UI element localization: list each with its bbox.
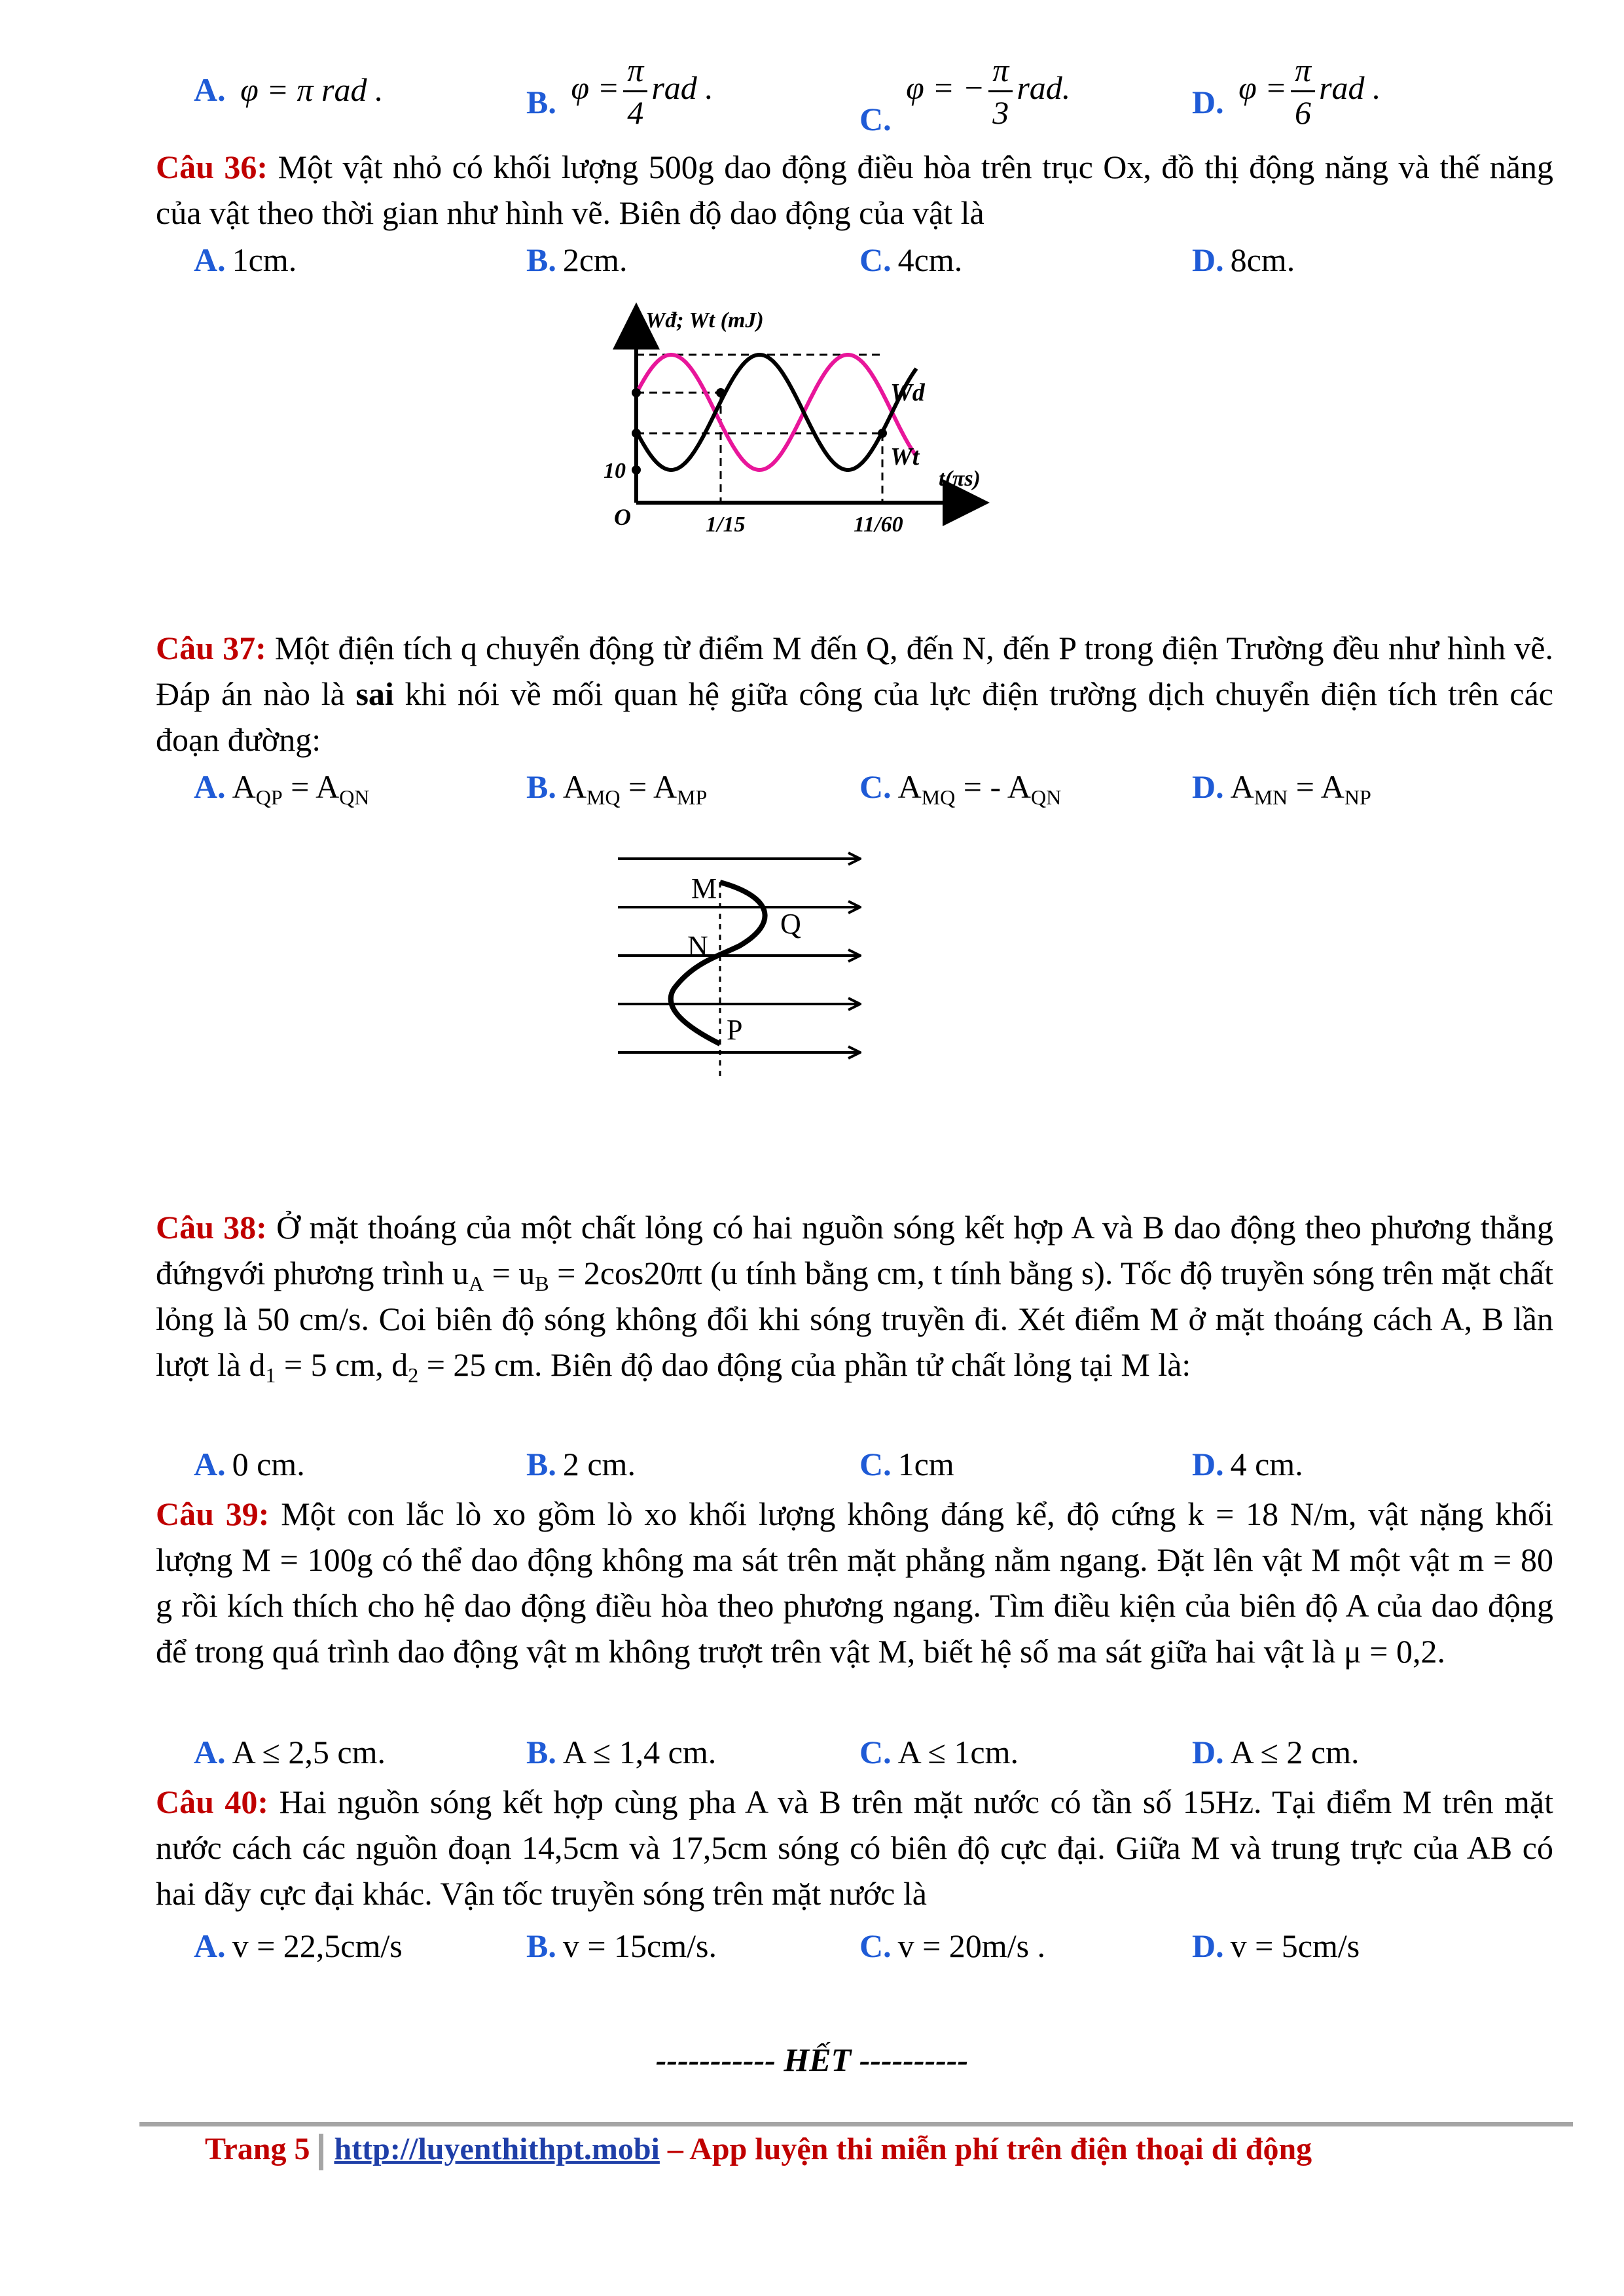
footer-divider — [139, 2122, 1573, 2126]
option-post: rad . — [1319, 69, 1381, 106]
point-m-label: M — [691, 872, 717, 905]
question-label: Câu 36: — [156, 149, 268, 185]
q37-option-b[interactable] — [526, 764, 707, 810]
option-text: A — [562, 768, 586, 805]
option-label: A. — [194, 1928, 226, 1964]
q37-option-a[interactable] — [194, 764, 369, 810]
subscript: 1 — [265, 1363, 276, 1387]
option-label: A. — [194, 1446, 226, 1482]
option-text: = A — [1288, 768, 1344, 805]
option-label: D. — [1192, 83, 1224, 120]
option-text: = - A — [955, 768, 1031, 805]
question-text: Hai nguồn sóng kết hợp cùng pha A và B trên mặt nước có tần số 15Hz. Tại điểm M trên mặt nước cách các nguồn đoạn 14,5cm và 17,5cm sóng có biên độ cực đại. Giữa M và trung trực của AB có hai dãy cực đại khác. Vận tốc truyền sóng trên mặt nước là — [156, 1784, 1554, 1912]
q37-option-c[interactable] — [859, 764, 1061, 810]
option-label: A. — [194, 768, 226, 805]
option-text: 1cm. — [232, 242, 297, 278]
option-text: A — [232, 768, 256, 805]
q35-option-d[interactable] — [1192, 54, 1381, 129]
q37-options — [156, 764, 1553, 811]
data-point — [878, 429, 887, 438]
option-label: C. — [859, 242, 892, 278]
fraction — [1291, 54, 1315, 129]
option-text: φ = π rad . — [240, 71, 384, 108]
question-text: = 5 cm, d — [276, 1346, 408, 1383]
subscript: A — [468, 1272, 484, 1295]
question-39 — [156, 1491, 1553, 1674]
option-label: D. — [1192, 1446, 1224, 1482]
wd-label: Wd — [890, 379, 925, 406]
option-label: C. — [859, 768, 892, 805]
question-label: Câu 38: — [156, 1209, 267, 1246]
q38-option-a[interactable] — [194, 1441, 305, 1487]
fraction-numerator: π — [988, 54, 1013, 92]
electric-field-figure — [609, 844, 884, 1093]
option-pre: φ = — [571, 69, 620, 106]
q35-option-a[interactable] — [194, 67, 384, 113]
option-label: D. — [1192, 242, 1224, 278]
option-label: A. — [194, 71, 226, 108]
question-text: Một con lắc lò xo gồm lò xo khối lượng không đáng kể, độ cứng k = 18 N/m, vật nặng khối lượng M = 100g có thể dao động không ma sát trên mặt phẳng nằm ngang. Đặt lên vật M một vật m = 80 g rồi kích thích cho hệ dao động điều hòa theo phương ngang. Tìm điều kiện của biên độ A của dao động để trong quá trình dao động vật m không trượt trên vật M, biết hệ số ma sát giữa hai vật là μ = 0,2. — [156, 1496, 1553, 1670]
q40-options — [156, 1923, 1553, 1970]
question-text: = 25 cm. Biên độ dao động của phần tử chất lỏng tại M là: — [418, 1346, 1191, 1383]
subscript: MP — [677, 785, 708, 809]
option-text: 4cm. — [897, 242, 963, 278]
question-label: Câu 37: — [156, 630, 266, 666]
q39-option-c[interactable] — [859, 1729, 1019, 1775]
option-label: C. — [859, 1928, 892, 1964]
q39-option-d[interactable] — [1192, 1729, 1359, 1775]
q36-option-a[interactable] — [194, 237, 297, 283]
fraction-numerator: π — [623, 54, 647, 92]
wt-label: Wt — [890, 443, 920, 471]
footer-link[interactable]: http://luyenthithpt.mobi — [334, 2132, 660, 2166]
fraction-denominator: 4 — [627, 94, 644, 131]
question-text-cont: khi nói về mối quan hệ giữa công của lực điện trường dịch chuyển điện tích trên các đoạn đường: — [156, 675, 1554, 758]
subscript: MQ — [921, 785, 956, 809]
q36-option-d[interactable] — [1192, 237, 1295, 283]
option-text: v = 20m/s . — [897, 1928, 1046, 1964]
point-n-label: N — [687, 930, 708, 962]
subscript: QN — [339, 785, 370, 809]
data-point — [632, 465, 641, 475]
question-text: Một điện tích q chuyển động từ điểm M đến Q, đến N, đến P trong điện Trường đều như hình vẽ. Đáp án nào là — [156, 630, 1553, 712]
option-text: = A — [282, 768, 340, 805]
q40-option-b[interactable] — [526, 1923, 717, 1969]
option-text: 4 cm. — [1230, 1446, 1303, 1482]
option-label: D. — [1192, 1928, 1224, 1964]
question-40 — [156, 1779, 1553, 1916]
option-text: 0 cm. — [232, 1446, 305, 1482]
y-tick-10: 10 — [604, 459, 626, 483]
end-marker: ----------- HẾT ---------- — [655, 2041, 969, 2078]
q36-option-b[interactable] — [526, 237, 627, 283]
question-text: Ở mặt thoáng của một chất lỏng có hai nguồn sóng kết hợp A và B dao động theo phương thẳng đứngvới phương trình u — [156, 1209, 1554, 1291]
option-label: D. — [1192, 1734, 1224, 1770]
option-label: B. — [526, 768, 556, 805]
option-post: rad. — [1017, 69, 1071, 106]
subscript: QN — [1030, 785, 1062, 809]
q36-options — [156, 237, 1553, 284]
dashed-guides — [636, 355, 882, 503]
option-text: A ≤ 2,5 cm. — [232, 1734, 386, 1770]
option-post: rad . — [651, 69, 713, 106]
option-text: A — [897, 768, 922, 805]
option-text: A — [1230, 768, 1254, 805]
page-number: Trang 5 — [205, 2132, 310, 2166]
option-text: A ≤ 1cm. — [897, 1734, 1019, 1770]
q35-option-b[interactable] — [526, 54, 713, 129]
q40-option-c[interactable] — [859, 1923, 1045, 1969]
option-label: C. — [859, 1734, 892, 1770]
option-label: C. — [859, 100, 892, 137]
q35-option-c[interactable] — [859, 54, 1070, 142]
point-p-label: P — [727, 1014, 743, 1046]
option-label: C. — [859, 1446, 892, 1482]
q38-option-c[interactable] — [859, 1441, 954, 1487]
question-38 — [156, 1204, 1553, 1388]
option-text: v = 22,5cm/s — [232, 1928, 403, 1964]
subscript: B — [535, 1272, 549, 1295]
option-label: A. — [194, 1734, 226, 1770]
x-axis-label: t(πs) — [939, 467, 981, 491]
question-text: = u — [484, 1255, 535, 1291]
question-37 — [156, 625, 1553, 762]
fraction — [988, 54, 1013, 129]
x-tick-1-15: 1/15 — [706, 512, 746, 537]
option-text: A ≤ 1,4 cm. — [562, 1734, 717, 1770]
question-label: Câu 40: — [156, 1784, 269, 1820]
subscript: NP — [1344, 785, 1371, 809]
origin-label: O — [614, 504, 631, 530]
y-axis-label: Wđ; Wt (mJ) — [645, 308, 764, 332]
footer — [205, 2127, 1312, 2171]
option-label: A. — [194, 242, 226, 278]
subscript: MQ — [586, 785, 621, 809]
subscript: QP — [255, 785, 283, 809]
x-tick-11-60: 11/60 — [854, 512, 903, 537]
q40-option-d[interactable] — [1192, 1923, 1360, 1969]
q38-option-b[interactable] — [526, 1441, 636, 1487]
option-text: 2cm. — [562, 242, 628, 278]
question-label: Câu 39: — [156, 1496, 270, 1532]
q37-option-d[interactable] — [1192, 764, 1371, 810]
wt-curve — [636, 355, 916, 470]
option-text: v = 15cm/s. — [562, 1928, 717, 1964]
data-point — [716, 388, 725, 397]
option-text: A ≤ 2 cm. — [1230, 1734, 1360, 1770]
footer-separator — [319, 2134, 323, 2170]
q38-option-d[interactable] — [1192, 1441, 1303, 1487]
option-label: B. — [526, 1734, 556, 1770]
q36-option-c[interactable] — [859, 237, 962, 283]
option-text: 8cm. — [1230, 242, 1295, 278]
option-pre: φ = — [1238, 69, 1288, 106]
question-text: = 2cos20πt (u tính bằng cm, t tính bằng s). Tốc độ truyền sóng trên mặt chất lỏng là 50 cm/s. Coi biên độ sóng không đổi khi sóng truyền đi. Xét điểm M ở mặt thoáng cách A, B lần lượt là d — [156, 1255, 1554, 1383]
q39-option-b[interactable] — [526, 1729, 716, 1775]
footer-tagline: – App luyện thi miễn phí trên điện thoại di động — [659, 2132, 1312, 2166]
q39-options — [156, 1729, 1553, 1776]
option-text: 2 cm. — [562, 1446, 636, 1482]
fraction-denominator: 3 — [992, 94, 1009, 131]
option-text: 1cm — [897, 1446, 954, 1482]
option-label: B. — [526, 83, 556, 120]
option-pre: φ = − — [906, 69, 985, 106]
point-q-label: Q — [780, 908, 801, 940]
data-point — [632, 429, 641, 438]
fraction — [623, 54, 647, 129]
question-text: Một vật nhỏ có khối lượng 500g dao động điều hòa trên trục Ox, đồ thị động năng và thế năng của vật theo thời gian như hình vẽ. Biên độ dao động của vật là — [156, 149, 1553, 231]
energy-graph — [589, 301, 1008, 550]
option-text: v = 5cm/s — [1230, 1928, 1360, 1964]
option-text: = A — [620, 768, 677, 805]
fraction-numerator: π — [1291, 54, 1315, 92]
option-label: B. — [526, 1928, 556, 1964]
data-point — [632, 388, 641, 397]
question-emphasis: sai — [355, 675, 394, 712]
subscript: 2 — [408, 1363, 419, 1387]
q38-options — [156, 1441, 1553, 1488]
question-36 — [156, 144, 1553, 236]
q35-options — [156, 52, 1553, 137]
fraction-denominator: 6 — [1295, 94, 1312, 131]
option-label: D. — [1192, 768, 1224, 805]
q40-option-a[interactable] — [194, 1923, 403, 1969]
option-label: B. — [526, 242, 556, 278]
wd-curve — [636, 355, 916, 470]
subscript: MN — [1254, 785, 1288, 809]
option-label: B. — [526, 1446, 556, 1482]
q39-option-a[interactable] — [194, 1729, 386, 1775]
